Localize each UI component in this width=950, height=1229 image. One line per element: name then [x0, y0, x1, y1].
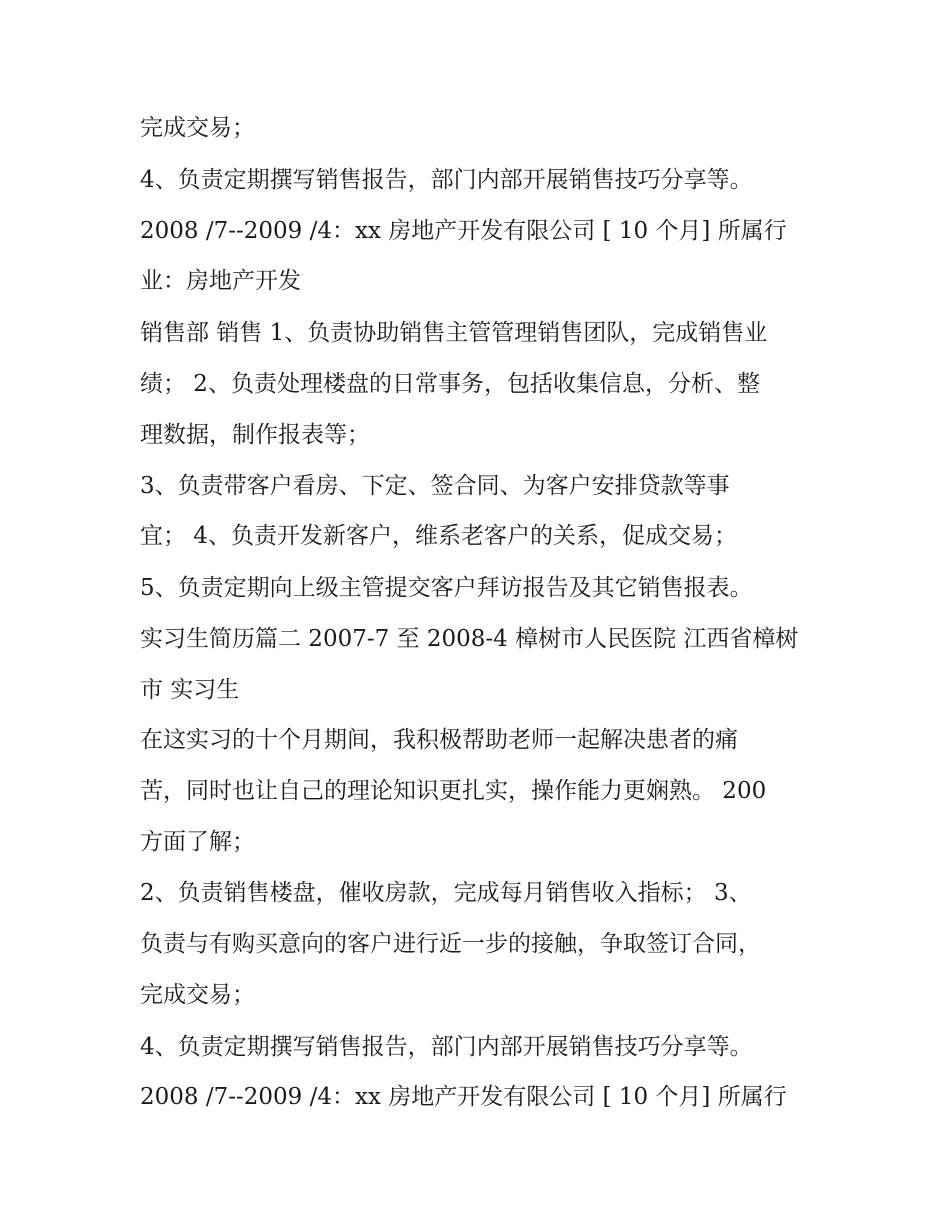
text-line: 3、负责带客户看房、下定、签合同、为客户安排贷款等事 — [140, 473, 730, 499]
text-line: 销售部 销售 1、负责协助销售主管管理销售团队，完成销售业 — [140, 320, 768, 346]
text-line: 理数据，制作报表等； — [140, 422, 370, 448]
text-line: 5、负责定期向上级主管提交客户拜访报告及其它销售报表。 — [140, 575, 753, 601]
text-line: 2008 /7--2009 /4：xx 房地产开发有限公司 [ 10 个月] 所属行 — [140, 1084, 787, 1110]
text-line: 业：房地产开发 — [140, 268, 301, 294]
text-line: 4、负责定期撰写销售报告，部门内部开展销售技巧分享等。 — [140, 1034, 753, 1060]
text-line: 市 实习生 — [140, 677, 240, 703]
text-line: 负责与有购买意向的客户进行近一步的接触，争取签订合同， — [140, 931, 761, 957]
text-line: 方面了解； — [140, 829, 255, 855]
text-line: 完成交易； — [140, 982, 255, 1008]
text-line: 绩； 2、负责处理楼盘的日常事务，包括收集信息，分析、整 — [140, 371, 760, 397]
text-line: 在这实习的十个月期间，我积极帮助老师一起解决患者的痛 — [140, 727, 738, 753]
text-line: 完成交易； — [140, 115, 255, 141]
text-line: 4、负责定期撰写销售报告，部门内部开展销售技巧分享等。 — [140, 167, 753, 193]
text-line: 实习生简历篇二 2007-7 至 2008-4 樟树市人民医院 江西省樟树 — [140, 626, 799, 652]
text-line: 2、负责销售楼盘，催收房款，完成每月销售收入指标； 3、 — [140, 880, 752, 906]
text-line: 苦，同时也让自己的理论知识更扎实，操作能力更娴熟。 200 — [140, 778, 767, 804]
text-line: 宜； 4、负责开发新客户，维系老客户的关系，促成交易； — [140, 523, 737, 549]
text-line: 2008 /7--2009 /4：xx 房地产开发有限公司 [ 10 个月] 所属行 — [140, 218, 787, 244]
